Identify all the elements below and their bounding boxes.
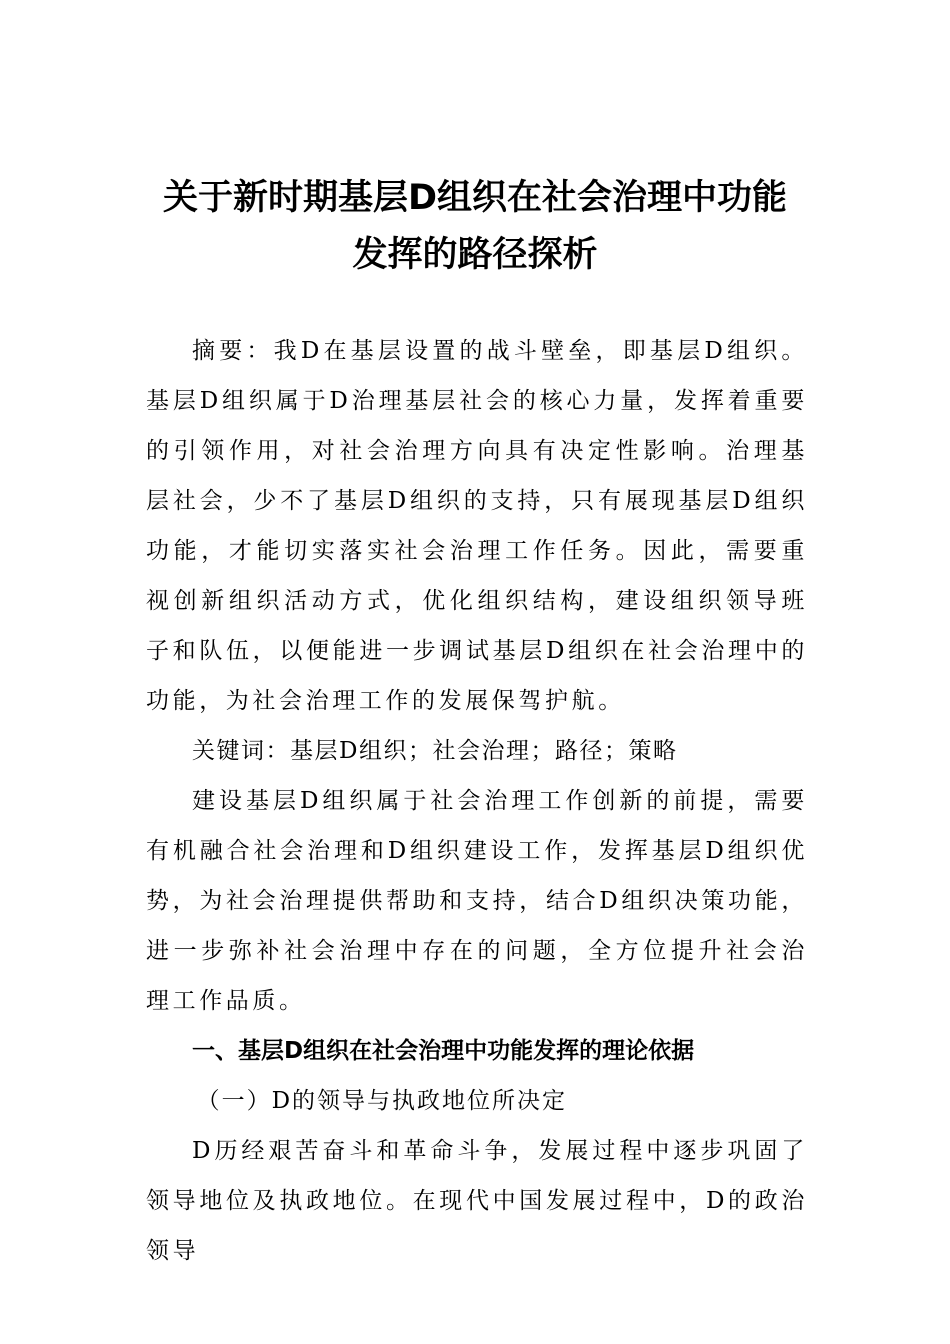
intro-paragraph: 建设基层D组织属于社会治理工作创新的前提，需要有机融合社会治理和D组织建设工作，发挥基层D组织优势，为社会治理提供帮助和支持，结合D组织决策功能，进一步弥补社会治理中存在的问题，全方位提升社会治理工作品质。 xyxy=(146,788,808,1014)
keywords-paragraph: 关键词：基层D组织；社会治理；路径；策略 xyxy=(192,738,678,764)
section-heading: 一、基层D组织在社会治理中功能发挥的理论依据 xyxy=(192,1038,695,1064)
subsection-heading: （一）D的领导与执政地位所决定 xyxy=(196,1088,568,1114)
document-body xyxy=(146,326,808,1276)
document-title xyxy=(120,170,830,284)
title-line-2: 发挥的路径探析 xyxy=(352,235,598,275)
title-line-1: 关于新时期基层D组织在社会治理中功能 xyxy=(162,178,788,218)
subsection-paragraph: D历经艰苦奋斗和革命斗争，发展过程中逐步巩固了领导地位及执政地位。在现代中国发展过程中，D的政治领导 xyxy=(146,1138,808,1264)
abstract-paragraph: 摘要：我D在基层设置的战斗壁垒，即基层D组织。基层D组织属于D治理基层社会的核心力量，发挥着重要的引领作用，对社会治理方向具有决定性影响。治理基层社会，少不了基层D组织的支持，只有展现基层D组织功能，才能切实落实社会治理工作任务。因此，需要重视创新组织活动方式，优化组织结构，建设组织领导班子和队伍，以便能进一步调试基层D组织在社会治理中的功能，为社会治理工作的发展保驾护航。 xyxy=(146,338,808,714)
